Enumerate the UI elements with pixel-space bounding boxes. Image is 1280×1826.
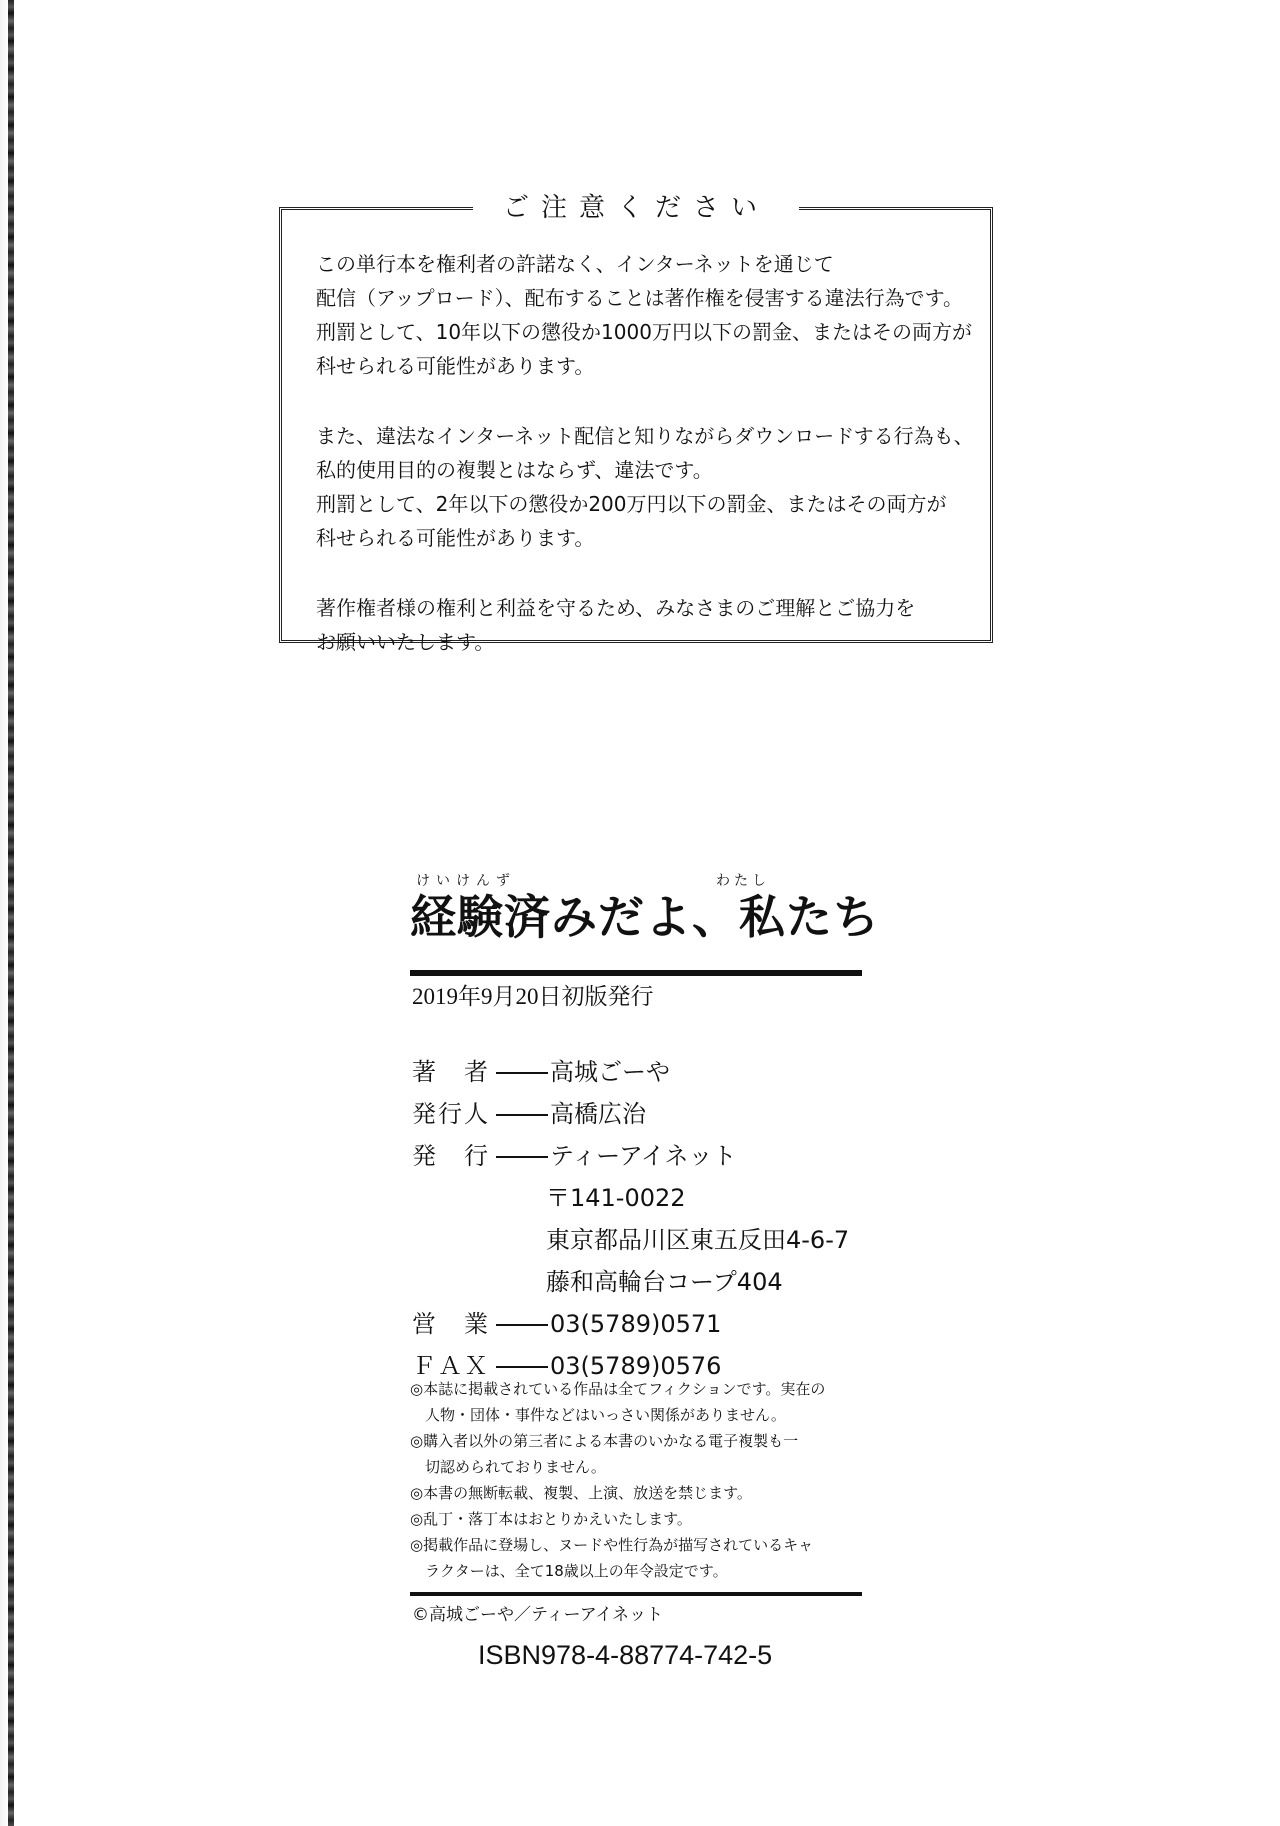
title-divider (410, 970, 862, 976)
disclaimer-list (410, 1376, 870, 1584)
disclaimer-line: ラクターは、全て18歳以上の年令設定です。 (410, 1562, 728, 1580)
isbn-code: ISBN978-4-88774-742-5 (478, 1640, 773, 1670)
credit-sales (412, 1304, 721, 1344)
disclaimer-line: 人物・団体・事件などはいっさい関係がありません。 (410, 1406, 786, 1424)
author-name: 高城ごーや (550, 1058, 670, 1086)
notice-paragraph-upload (316, 247, 972, 383)
sales-phone: 03(5789)0571 (550, 1310, 722, 1338)
notice-line: 私的使用目的の複製とはならず、違法です。 (316, 458, 713, 482)
notice-title: ご注意ください (473, 192, 799, 224)
disclaimer-line: ◎本誌に掲載されている作品は全てフィクションです。実在の (410, 1380, 826, 1398)
credit-dash (496, 1156, 548, 1158)
credit-author (412, 1052, 670, 1092)
notice-line: お願いいたします。 (316, 630, 495, 654)
address-line-1: 東京都品川区東五反田4-6-7 (546, 1226, 850, 1254)
credit-dash (496, 1324, 548, 1326)
credit-dash (496, 1072, 548, 1074)
credit-issuer (412, 1094, 646, 1134)
publisher-label: 発 行 (412, 1142, 490, 1170)
notice-line: 著作権者様の権利と利益を守るため、みなさまのご理解とご協力を (316, 596, 916, 620)
publisher-name: ティーアイネット (550, 1142, 737, 1170)
credit-dash (496, 1114, 548, 1116)
publication-date: 2019年9月20日初版発行 (412, 984, 654, 1009)
notice-line: 刑罰として、10年以下の懲役か1000万円以下の罰金、またはその両方が (316, 320, 972, 344)
book-title: 経験済みだよ、私たち (410, 890, 880, 944)
issuer-label: 発行人 (412, 1100, 490, 1128)
title-ruby-keikenzu: けいけんず (416, 873, 516, 889)
fax-number: 03(5789)0576 (550, 1352, 722, 1380)
disclaimer-line: ◎購入者以外の第三者による本書のいかなる電子複製も一 (410, 1432, 799, 1450)
issuer-name: 高橋広治 (550, 1100, 646, 1128)
title-ruby-watashi: わたし (716, 873, 770, 889)
copyright-line: ©高城ごーや／ティーアイネット (412, 1605, 664, 1625)
notice-line: 科せられる可能性があります。 (316, 354, 595, 378)
disclaimer-line: ◎乱丁・落丁本はおとりかえいたします。 (410, 1510, 692, 1528)
notice-line: また、違法なインターネット配信と知りながらダウンロードする行為も、 (316, 424, 974, 448)
notice-line: 刑罰として、2年以下の懲役か200万円以下の罰金、またはその両方が (316, 492, 947, 516)
postal-code: 〒141-0022 (546, 1184, 686, 1212)
page-gutter-shadow (0, 0, 8, 1826)
address-line-2: 藤和高輪台コープ404 (546, 1268, 783, 1296)
disclaimer-line: ◎掲載作品に登場し、ヌードや性行為が描写されているキャ (410, 1536, 814, 1554)
credit-dash (496, 1366, 548, 1368)
fax-label: ＦＡＸ (412, 1352, 490, 1380)
sales-label: 営 業 (412, 1310, 490, 1338)
notice-paragraph-request (316, 591, 964, 659)
notice-paragraph-download (316, 419, 974, 555)
disclaimer-line: 切認められておりません。 (410, 1458, 606, 1476)
notice-line: 配信（アップロード）、配布することは著作権を侵害する違法行為です。 (316, 286, 963, 310)
page-binding-edge (8, 0, 14, 1826)
disclaimer-line: ◎本書の無断転載、複製、上演、放送を禁じます。 (410, 1484, 752, 1502)
notice-body (316, 247, 974, 695)
notice-line: この単行本を権利者の許諾なく、インターネットを通じて (316, 252, 834, 276)
copyright-notice-box (279, 193, 993, 654)
author-label: 著 者 (412, 1058, 490, 1086)
credit-publisher (412, 1136, 736, 1176)
copyright-divider (410, 1592, 862, 1596)
notice-line: 科せられる可能性があります。 (316, 526, 595, 550)
